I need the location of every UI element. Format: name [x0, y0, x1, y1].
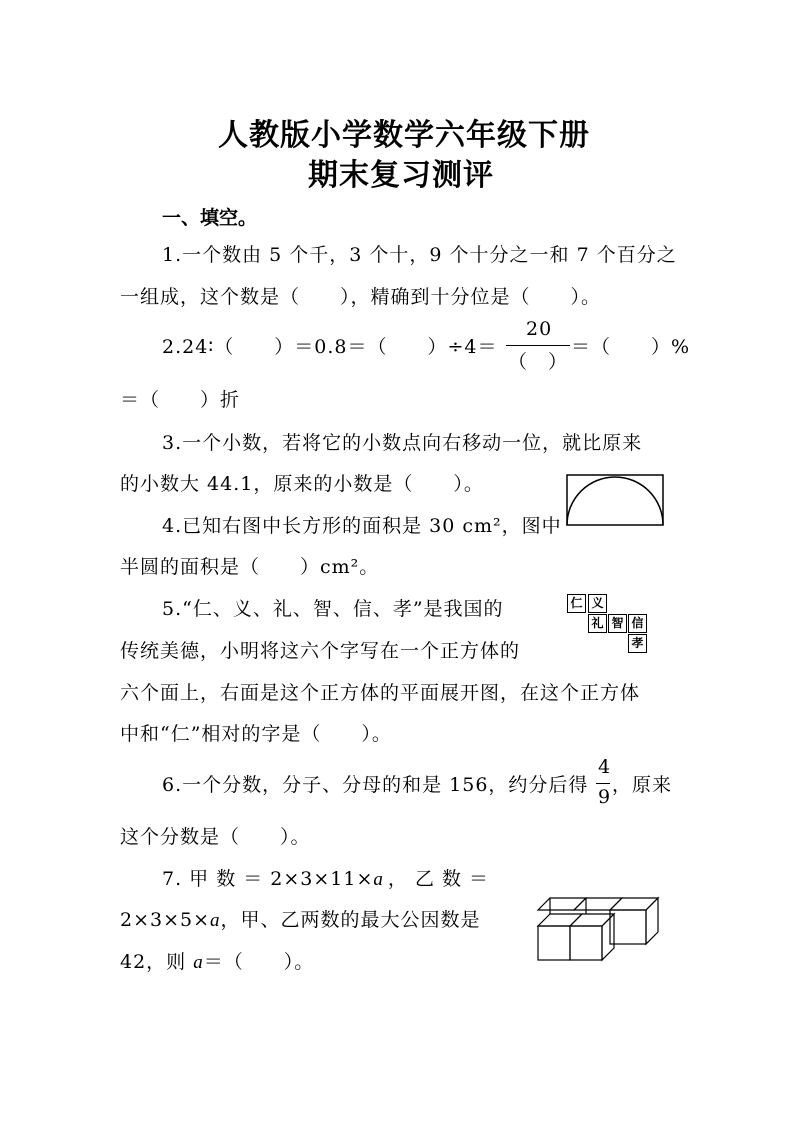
q7-var-a-3: a [193, 952, 204, 973]
q4-line2: 半圆的面积是（ ）cm²。 [120, 556, 380, 578]
q2-line2: ＝（ ）折 [120, 389, 241, 411]
page-title-line1: 人教版小学数学六年级下册 [218, 118, 590, 153]
q2-fraction-numerator: 20 [526, 318, 553, 340]
cube-net-face-xin: 信 [628, 614, 647, 633]
q7-line1-text-b: ， 乙 数 ＝ [387, 868, 490, 890]
q4-line1: 4.已知右图中长方形的面积是 30 cm²，图中 [162, 515, 562, 537]
q3-line2: 的小数大 44.1，原来的小数是（ ）。 [120, 473, 484, 495]
q5-line2: 传统美德，小明将这六个字写在一个正方体的 [120, 640, 521, 662]
q2-fraction-bar [506, 345, 570, 346]
cube-net-face-ren: 仁 [567, 594, 586, 613]
q6-part2: ，原来 [612, 774, 673, 796]
q7-line2-text-b: ，甲、乙两数的最大公因数是 [220, 909, 481, 931]
q6-fraction-bar [596, 783, 610, 784]
q7-line2-text: 2×3×5× [120, 909, 211, 931]
q7-line3-text-b: ＝（ ）。 [203, 951, 315, 973]
q1-line2: 一组成，这个数是（ ），精确到十分位是（ ）。 [120, 286, 602, 308]
q5-line4: 中和“仁”相对的字是（ ）。 [120, 723, 392, 745]
q7-line2 [120, 905, 481, 932]
q7-var-a: a [373, 869, 384, 890]
q7-line3-text: 42，则 [120, 951, 194, 973]
page-title-line2: 期末复习测评 [308, 158, 494, 193]
q5-line3: 六个面上，右面是这个正方体的平面展开图，在这个正方体 [120, 682, 641, 704]
stacked-cubes-figure [534, 894, 664, 966]
q6-fraction-numerator: 4 [598, 756, 612, 778]
cube-net-face-zhi: 智 [608, 614, 627, 633]
cube-net-face-yi: 义 [588, 594, 607, 613]
q2-part2: ＝（ ）% [571, 336, 691, 358]
q7-line3 [120, 947, 314, 974]
q6-line2: 这个分数是（ ）。 [120, 826, 311, 848]
q7-var-a-2: a [210, 910, 221, 931]
q7-line1-text: 7. 甲 数 ＝ 2×3×11× [162, 868, 374, 890]
cube-net-face-xiao: 孝 [628, 634, 647, 653]
q6-part1: 6.一个分数，分子、分母的和是 156，约分后得 [162, 774, 589, 796]
q2-part1: 2.24∶（ ）＝0.8＝（ ）÷4＝ [162, 336, 498, 358]
q2-fraction-denominator: （ ） [508, 351, 569, 373]
rectangle-semicircle-figure [566, 474, 666, 530]
q6-fraction-denominator: 9 [598, 786, 612, 808]
q5-line1: 5.“仁、义、礼、智、信、孝”是我国的 [162, 598, 504, 620]
q7-line1 [162, 864, 489, 891]
q3-line1: 3.一个小数，若将它的小数点向右移动一位，就比原来 [162, 432, 643, 454]
q1-line1: 1.一个数由 5 个千，3 个十，9 个十分之一和 7 个百分之 [162, 244, 677, 266]
section-heading: 一、填空。 [162, 207, 258, 229]
cube-net-face-li: 礼 [588, 614, 607, 633]
